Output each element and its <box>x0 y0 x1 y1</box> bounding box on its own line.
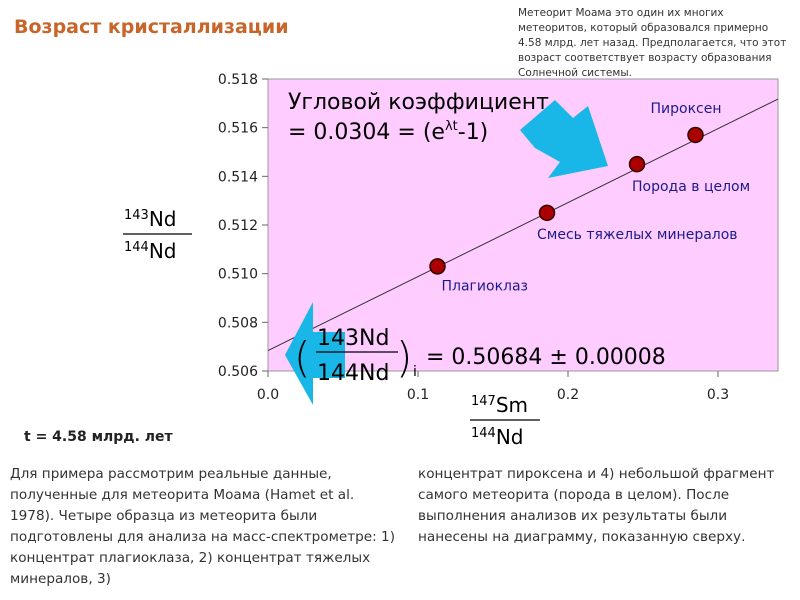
slope-annotation-line1: Угловой коэффициент <box>288 90 549 115</box>
data-point-label: Порода в целом <box>632 179 751 196</box>
svg-text:144Nd: $^{144}$Nd <box>124 239 177 263</box>
y-tick-label: 0.518 <box>217 72 258 88</box>
x-tick-label: 0.3 <box>706 387 730 403</box>
age-label: t = 4.58 млрд. лет <box>24 429 173 445</box>
y-tick-label: 0.506 <box>217 364 258 380</box>
description-left: Для примера рассмотрим реальные данные, полученные для метеорита Моама (Hamet et al. 1978). Четыре образца из метеорита были подготовлены для анализа на масс-спектрометре: 1) концентрат плагиоклаза, 2) концентрат тяжелых минералов, 3) <box>10 466 395 588</box>
y-tick-label: 0.514 <box>217 169 258 186</box>
intercept-value: = 0.50684 ± 0.00008 <box>426 345 666 370</box>
y-tick-label: 0.512 <box>217 218 258 234</box>
data-point <box>630 157 645 172</box>
intercept-paren-left: ( <box>294 333 311 382</box>
x-axis-label <box>470 393 540 449</box>
data-point <box>688 127 703 142</box>
description-right: концентрат пироксена и 4) небольшой фрагмент самого метеорита (порода в целом). После выполнения анализов их результаты были нанесены на диаграмму, показанную сверху. <box>418 466 775 546</box>
svg-text:147Sm: $^{147}$Sm <box>471 393 529 417</box>
x-tick-label: 0.1 <box>406 387 430 403</box>
svg-text:143Nd: $^{143}$Nd <box>124 207 177 231</box>
y-axis-label <box>123 207 192 263</box>
y-tick-label: 0.508 <box>217 315 258 332</box>
data-point-label: Плагиоклаз <box>441 278 529 295</box>
x-tick-label: 0.0 <box>256 387 280 403</box>
data-point <box>540 205 555 220</box>
slope-annotation-line2: = $0.0304 = (e^{\lambda t}-1)$ <box>288 119 489 145</box>
page-title: Возраст кристаллизации <box>14 16 289 38</box>
svg-text:144Nd: $^{144}$Nd <box>471 425 524 449</box>
intercept-subscript: i <box>413 364 417 380</box>
y-tick-label: 0.516 <box>217 120 258 137</box>
data-point-label: Смесь тяжелых минералов <box>537 226 738 243</box>
data-point-label: Пироксен <box>650 100 722 117</box>
intercept-paren-right: ) <box>396 333 413 382</box>
intercept-denominator: 144Nd <box>317 361 390 386</box>
data-point <box>430 259 445 274</box>
meteorite-note: Метеорит Моама это один их многих метеоритов, который образовался примерно 4.58 млрд. лет назад. Предполагается, что этот возраст соответствует возрасту образования Солнечной системы. <box>518 7 787 79</box>
y-tick-label: 0.510 <box>217 266 258 283</box>
x-tick-label: 0.2 <box>556 387 580 403</box>
intercept-numerator: 143Nd <box>317 326 390 351</box>
